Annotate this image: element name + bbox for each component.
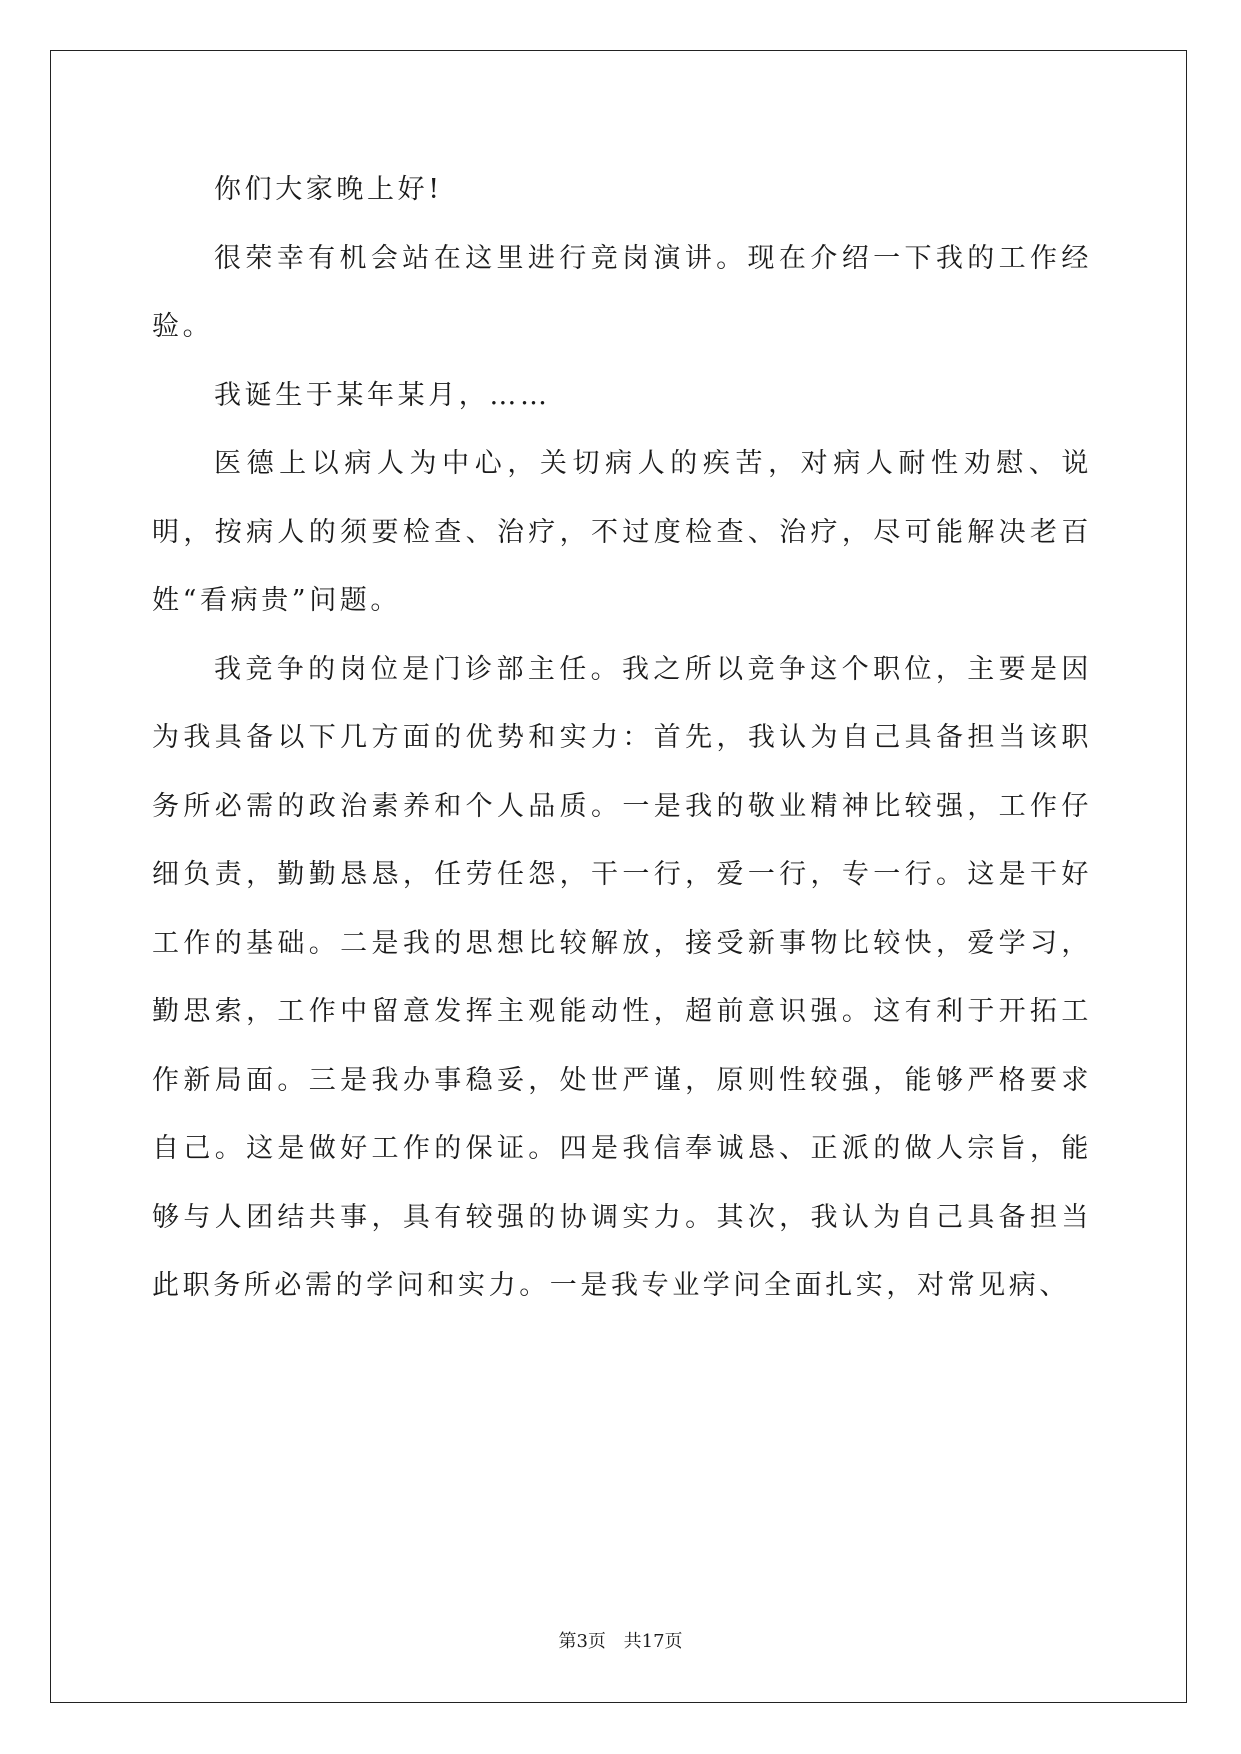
paragraph-greeting: 你们大家晚上好! [214,174,443,205]
paragraph-intro: 很荣幸有机会站在这里进行竞岗演讲。现在介绍一下我的工作经验。 [152,242,1092,342]
page-number: 第3页 [558,1631,606,1652]
paragraph-birth: 我诞生于某年某月，…… [214,379,551,411]
paragraph-medical-ethics: 医德上以病人为中心，关切病人的疾苦，对病人耐性劝慰、说明，按病人的须要检查、治疗，不过度检查、治疗，尽可能解决老百姓“看病贵”问题。 [152,448,1092,616]
document-body [152,156,1092,1321]
page-footer [0,1627,1241,1653]
paragraph-position: 我竞争的岗位是门诊部主任。我之所以竞争这个职位，主要是因为我具备以下几方面的优势和实力：首先，我认为自己具备担当该职务所必需的政治素养和个人品质。一是我的敬业精神比较强，工作仔细负责，勤勤恳恳，任劳任怨，干一行，爱一行，专一行。这是干好工作的基础。二是我的思想比较解放，接受新事物比较快，爱学习，勤思索，工作中留意发挥主观能动性，超前意识强。这有利于开拓工作新局面。三是我办事稳妥，处世严谨，原则性较强，能够严格要求自己。这是做好工作的保证。四是我信奉诚恳、正派的做人宗旨，能够与人团结共事，具有较强的协调实力。其次，我认为自己具备担当此职务所必需的学问和实力。一是我专业学问全面扎实，对常见病、 [152,653,1092,1301]
page-total: 共17页 [623,1631,683,1652]
